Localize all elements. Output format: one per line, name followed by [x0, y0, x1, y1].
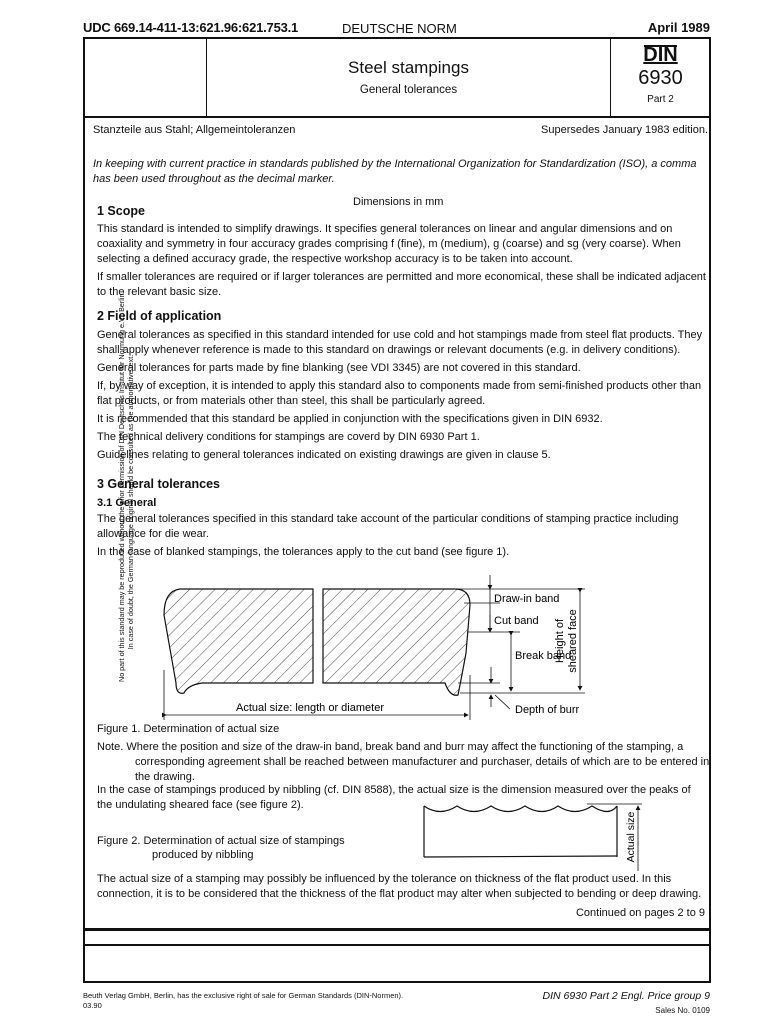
copyright-line-2: In case of doubt, the German-language original should be consulted as the authoritative text.	[126, 354, 135, 650]
paragraph: If smaller tolerances are required or if larger tolerances are permitted and more economical, these shall be indicated adjacent to the relevant basic size.	[97, 271, 706, 298]
subsection-heading-general: 3.1 General	[97, 497, 157, 509]
paragraph: In the case of blanked stampings, the tolerances apply to the cut band (see figure 1).	[97, 546, 510, 558]
figure-note: Note. Where the position and size of the draw-in band, break band and burr may affect the functioning of the stamping, a corresponding agreement shall be reached between manufacturer and purchaser, details of which are to be entered in the drawing.	[97, 741, 710, 783]
section-heading-general-tolerances: 3 General tolerances	[97, 477, 220, 491]
draw-in-band-label: Draw-in band	[494, 593, 560, 605]
document-code: 03.90	[83, 1001, 102, 1010]
nibbling-text: In the case of stampings produced by nibbling (cf. DIN 8588), the actual size is the dimension measured over the peaks of the undulating sheared face (see figure 2).	[97, 784, 691, 811]
paragraph: The technical delivery conditions for stampings are coverd by DIN 6930 Part 1.	[97, 431, 480, 443]
figure-2-diagram	[400, 795, 650, 875]
din-logo: DIN	[643, 44, 678, 66]
paragraph: Guidelines relating to general tolerances indicated on existing drawings are given in clause 5.	[97, 449, 551, 461]
actual-size-label-fig2: Actual size	[625, 811, 637, 863]
german-title: Stanzteile aus Stahl; Allgemeintoleranzen	[93, 124, 296, 136]
cut-band-label: Cut band	[494, 615, 539, 627]
udc-code: UDC 669.14-411-13:621.96:621.753.1	[83, 20, 299, 35]
section-heading-field: 2 Field of application	[97, 309, 222, 323]
paragraph: General tolerances as specified in this standard intended for use cold and hot stampings made from steel flat products. They shall apply whenever reference is made to this standard on drawings or relevant documents (e.g. in delivery conditions).	[97, 329, 703, 356]
footer-reference: DIN 6930 Part 2 Engl. Price group 9	[542, 990, 710, 1002]
figure-1-caption: Figure 1. Determination of actual size	[97, 723, 280, 735]
figure-1-diagram	[140, 575, 660, 725]
figure-2-caption-line1: Figure 2. Determination of actual size of stampings	[97, 835, 345, 847]
scope-text	[97, 222, 711, 303]
section-heading-scope: 1 Scope	[97, 204, 145, 218]
iso-decimal-note: In keeping with current practice in standards published by the International Organization for Standardization (ISO), a comma has been used throughout as the decimal marker.	[93, 158, 697, 185]
field-text	[97, 328, 711, 466]
supersedes-note: Supersedes January 1983 edition.	[541, 124, 708, 136]
title-block-left-cell	[83, 37, 207, 118]
paragraph: This standard is intended to simplify drawings. It specifies general tolerances on linear and angular dimensions and on coaxiality and symmetry in four accuracy grades comprising f (fine), m (medium), g (coarse) and sg (very coarse). When selecting a defined accuracy grade, the respective workshop accuracy is to be taken into account.	[97, 223, 681, 265]
publication-date: April 1989	[647, 20, 710, 35]
continued-note: Continued on pages 2 to 9	[575, 907, 705, 919]
copyright-line-1: No part of this standard may be reproduced without the prior permission of DIN Deutsches Institut für Normung e.V., Berlin.	[117, 291, 126, 682]
paragraph: The general tolerances specified in this standard take account of the particular conditions of stamping practice including allowance for die wear.	[97, 513, 679, 540]
publisher-text: Beuth Verlag GmbH, Berlin, has the exclusive right of sale for German Standards (DIN-Normen).	[83, 991, 404, 1000]
general-tolerances-text	[97, 512, 711, 563]
document-subtitle: General tolerances	[359, 84, 458, 96]
thickness-text: The actual size of a stamping may possibly be influenced by the tolerance on thickness of the flat product used. In this connection, it is to be considered that the thickness of the flat product may alter when subjected to bending or deep drawing.	[97, 873, 702, 900]
depth-of-burr-label: Depth of burr	[515, 704, 580, 716]
footer-publisher	[83, 991, 403, 1011]
paragraph: If, by way of exception, it is intended to apply this standard also to components made from semi-finished products other than flat products, or from materials other than steel, this shall be particularly agreed.	[97, 380, 702, 407]
paragraph: It is recommended that this standard be applied in conjunction with the specifications given in DIN 6932.	[97, 413, 603, 425]
dimensions-note: Dimensions in mm	[353, 196, 444, 208]
figure-2-caption-line2: produced by nibbling	[152, 849, 254, 861]
deutsche-norm-label: DEUTSCHE NORM	[342, 21, 457, 36]
din-part: Part 2	[647, 94, 674, 105]
height-label: Height of	[554, 618, 566, 664]
footer-box	[83, 928, 711, 983]
actual-size-label: Actual size: length or diameter	[236, 702, 384, 714]
document-title: Steel stampings	[348, 58, 469, 77]
height-label-2: sheared face	[567, 609, 579, 673]
copyright-sidebar	[117, 291, 135, 682]
paragraph: General tolerances for parts made by fine blanking (see VDI 3345) are not covered in this standard.	[97, 362, 581, 374]
din-number: 6930	[638, 67, 683, 89]
sales-number: Sales No. 0109	[655, 1006, 710, 1015]
break-band-label: Break band	[515, 650, 572, 662]
